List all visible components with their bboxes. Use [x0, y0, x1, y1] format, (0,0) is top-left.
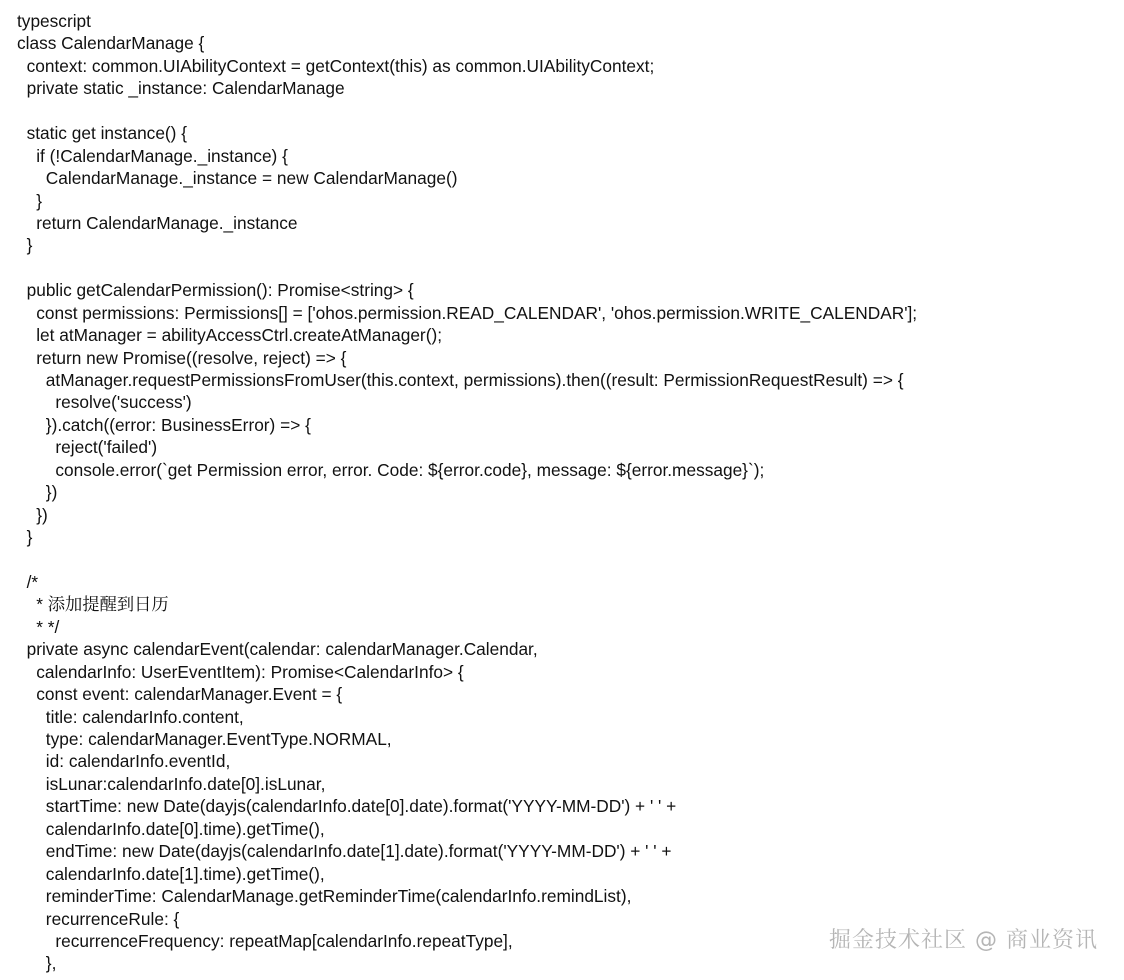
code-line: recurrenceFrequency: repeatMap[calendarInfo.repeatType], — [17, 930, 513, 951]
code-line: if (!CalendarManage._instance) { — [17, 145, 288, 166]
code-line: reject('failed') — [17, 437, 158, 458]
code-line: context: common.UIAbilityContext = getContext(this) as common.UIAbilityContext; — [17, 55, 655, 76]
code-line: typescript — [17, 11, 91, 31]
code-line: calendarInfo.date[0].time).getTime(), — [17, 818, 325, 839]
code-line: atManager.requestPermissionsFromUser(this.context, permissions).then((result: PermissionRequestResult) => { — [17, 370, 904, 390]
code-line — [17, 100, 917, 122]
code-line: class CalendarManage { — [17, 33, 205, 54]
code-line: startTime: new Date(dayjs(calendarInfo.date[0].date).format('YYYY-MM-DD') + ' ' + — [17, 796, 677, 817]
code-line: return CalendarManage._instance — [17, 212, 298, 233]
code-line: private async calendarEvent(calendar: calendarManager.Calendar, — [17, 639, 538, 660]
code-line: calendarInfo: UserEventItem): Promise<CalendarInfo> { — [17, 661, 464, 682]
code-line: }).catch((error: BusinessError) => { — [17, 414, 311, 435]
watermark: 掘金技术社区 @ 商业资讯 — [829, 928, 1098, 953]
code-line: title: calendarInfo.content, — [17, 706, 244, 727]
code-line — [17, 549, 917, 571]
code-line: }) — [17, 482, 58, 503]
code-line: let atManager = abilityAccessCtrl.createAtManager(); — [17, 325, 443, 346]
code-line: } — [17, 235, 33, 256]
code-line: CalendarManage._instance = new CalendarManage() — [17, 168, 458, 189]
code-line: recurrenceRule: { — [17, 908, 180, 929]
code-line: }, — [17, 953, 57, 974]
code-line: const event: calendarManager.Event = { — [17, 684, 343, 705]
code-line: public getCalendarPermission(): Promise<string> { — [17, 280, 414, 301]
code-line: return new Promise((resolve, reject) => { — [17, 347, 347, 368]
code-line: endTime: new Date(dayjs(calendarInfo.date[1].date).format('YYYY-MM-DD') + ' ' + — [17, 841, 672, 862]
code-line: private static _instance: CalendarManage — [17, 78, 345, 99]
code-line: calendarInfo.date[1].time).getTime(), — [17, 863, 325, 884]
code-line: }) — [17, 504, 48, 525]
code-line: const permissions: Permissions[] = ['ohos.permission.READ_CALENDAR', 'ohos.permission.WRITE_CALENDAR']; — [17, 302, 918, 323]
code-line: console.error(`get Permission error, error. Code: ${error.code}, message: ${error.message}`); — [17, 459, 765, 480]
code-line: * 添加提醒到日历 — [17, 594, 169, 615]
code-line: isLunar:calendarInfo.date[0].isLunar, — [17, 773, 326, 794]
code-line: resolve('success') — [17, 392, 192, 413]
code-line: } — [17, 527, 33, 548]
code-line: * */ — [17, 616, 60, 637]
code-line — [17, 257, 917, 279]
code-block — [17, 10, 917, 975]
code-line: /* — [17, 571, 39, 592]
code-line: static get instance() { — [17, 123, 188, 144]
code-line: id: calendarInfo.eventId, — [17, 751, 231, 772]
code-line: } — [17, 190, 42, 211]
code-line: type: calendarManager.EventType.NORMAL, — [17, 729, 392, 749]
code-line: reminderTime: CalendarManage.getReminderTime(calendarInfo.remindList), — [17, 886, 632, 907]
